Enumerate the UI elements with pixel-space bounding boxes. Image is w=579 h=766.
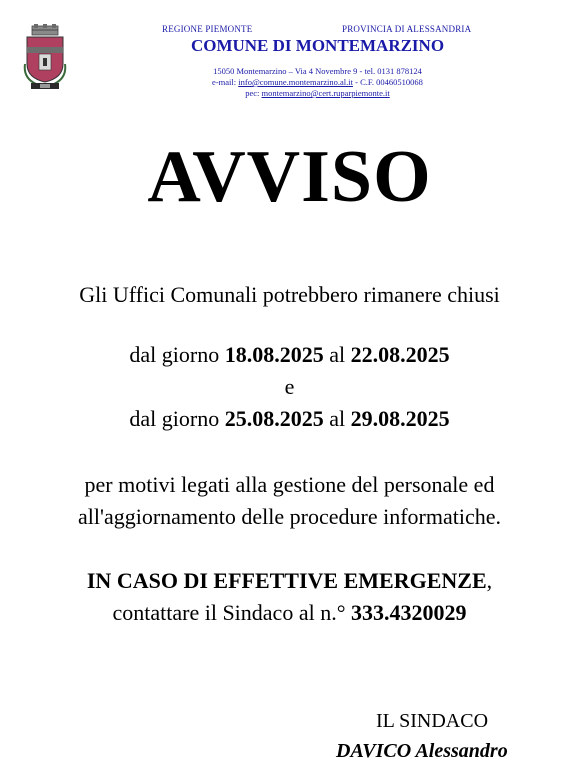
from-label: dal giorno <box>129 406 220 431</box>
signature-role: IL SINDACO <box>376 710 489 732</box>
header-email-line <box>0 77 579 87</box>
from-label: dal giorno <box>129 342 220 367</box>
notice-period-1 <box>0 344 579 366</box>
pec-label: pec: <box>245 88 260 98</box>
email-label: e-mail: <box>212 77 237 87</box>
to-label: al <box>329 342 346 367</box>
emergency-comma: , <box>486 568 493 593</box>
emergency-heading-line <box>0 570 579 592</box>
signature-name: DAVICO Alessandro <box>336 740 508 762</box>
period-1-start: 18.08.2025 <box>224 342 324 367</box>
notice-conjunction: e <box>284 374 295 399</box>
period-2-start: 25.08.2025 <box>224 406 324 431</box>
notice-line-closure: Gli Uffici Comunali potrebbero rimanere chiusi <box>79 282 500 307</box>
emergency-contact-line <box>0 602 579 624</box>
pec-link[interactable]: montemarzino@cert.ruparpiemonte.it <box>261 88 390 98</box>
header-pec-line <box>0 88 579 98</box>
header-region: REGIONE PIEMONTE <box>162 24 253 34</box>
notice-title: AVVISO <box>147 136 432 218</box>
period-1-end: 22.08.2025 <box>350 342 450 367</box>
notice-reason-line-2: all'aggiornamento delle procedure informatiche. <box>77 504 501 529</box>
to-label: al <box>329 406 346 431</box>
emergency-heading: IN CASO DI EFFETTIVE EMERGENZE <box>86 568 487 593</box>
header-province: PROVINCIA DI ALESSANDRIA <box>342 24 472 34</box>
notice-period-2 <box>0 408 579 430</box>
notice-reason-line-1: per motivi legati alla gestione del personale ed <box>84 472 495 497</box>
municipality-name: COMUNE DI MONTEMARZINO <box>190 36 445 55</box>
email-link[interactable]: info@comune.montemarzino.al.it <box>238 77 354 87</box>
period-2-end: 29.08.2025 <box>350 406 450 431</box>
mayor-phone-number: 333.4320029 <box>351 600 467 625</box>
tax-code: - C.F. 00460510068 <box>355 77 423 87</box>
header-address: 15050 Montemarzino – Via 4 Novembre 9 - tel. 0131 878124 <box>213 66 422 76</box>
contact-text: contattare il Sindaco al n.° <box>112 600 346 625</box>
